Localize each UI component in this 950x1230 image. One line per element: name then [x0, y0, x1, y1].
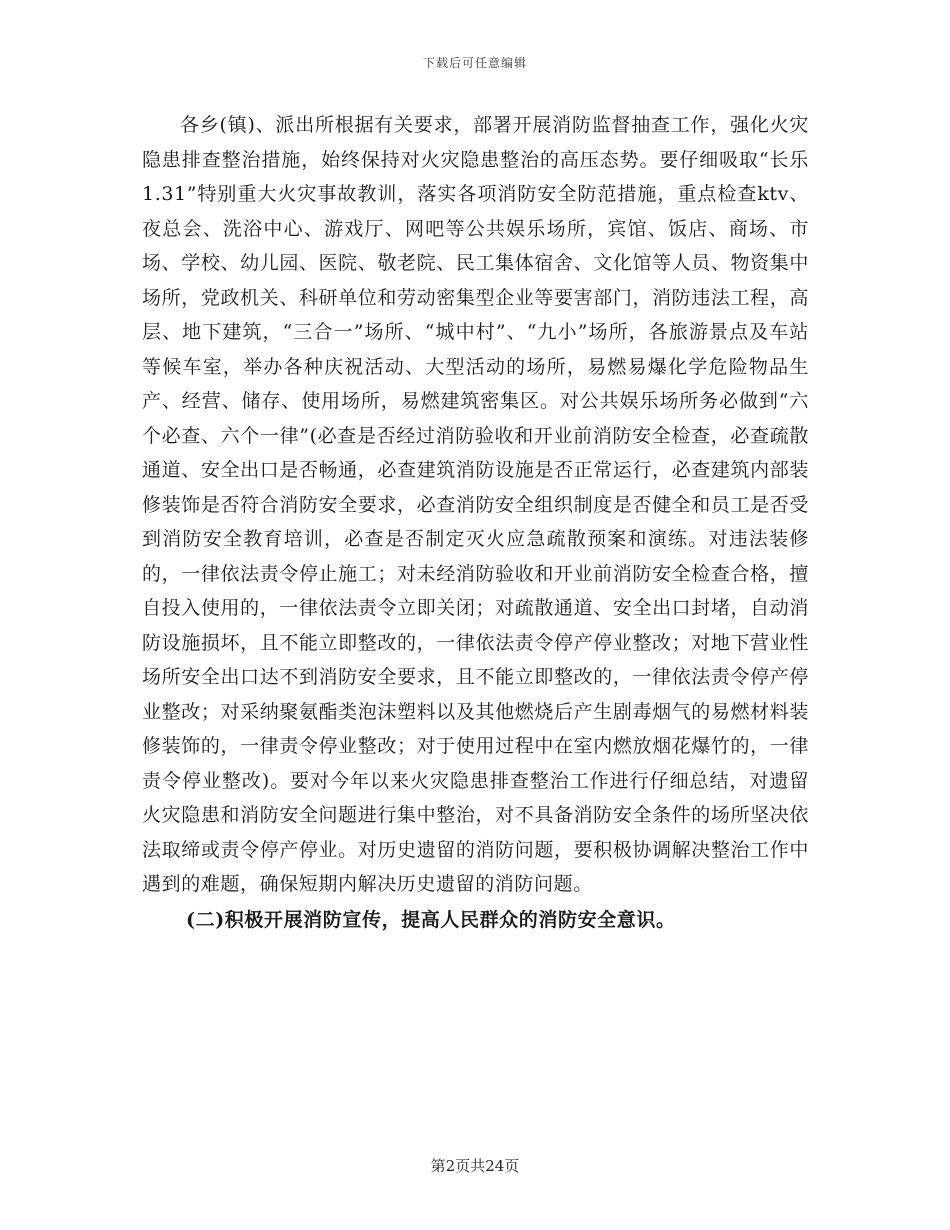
section-heading: (二)积极开展消防宣传，提高人民群众的消防安全意识。	[186, 908, 676, 931]
page-number-footer: 第2页共24页	[430, 1157, 520, 1175]
body-paragraph: 各乡(镇)、派出所根据有关要求，部署开展消防监督抽查工作，强化火灾隐患排查整治措施，始终保持对火灾隐患整治的高压态势。要仔细吸取“长乐1.31”特别重大火灾事故教训，落实各项消防安全防范措施，重点检查ktv、夜总会、洗浴中心、游戏厅、网吧等公共娱乐场所，宾馆、饭店、商场、市场、学校、幼儿园、医院、敬老院、民工集体宿舍、文化馆等人员、物资集中场所，党政机关、科研单位和劳动密集型企业等要害部门，消防违法工程，高层、地下建筑，“三合一”场所、“城中村”、“九小”场所，各旅游景点及车站等候车室，举办各种庆祝活动、大型活动的场所，易燃易爆化学危险物品生产、经营、储存、使用场所，易燃建筑密集区。对公共娱乐场所务必做到“六个必查、六个一律”(必查是否经过消防验收和开业前消防安全检查，必查疏散通道、安全出口是否畅通，必查建筑消防设施是否正常运行，必查建筑内部装修装饰是否符合消防安全要求，必查消防安全组织制度是否健全和员工是否受到消防安全教育培训，必查是否制定灭火应急疏散预案和演练。对违法装修的，一律依法责令停止施工；对未经消防验收和开业前消防安全检查合格，擅自投入使用的，一律依法责令立即关闭；对疏散通道、安全出口封堵，自动消防设施损坏，且不能立即整改的，一律依法责令停产停业整改；对地下营业性场所安全出口达不到消防安全要求，且不能立即整改的，一律依法责令停产停业整改；对采纳聚氨酯类泡沫塑料以及其他燃烧后产生剧毒烟气的易燃材料装修装饰的，一律责令停业整改；对于使用过程中在室内燃放烟花爆竹的，一律责令停业整改)。要对今年以来火灾隐患排查整治工作进行仔细总结，对遗留火灾隐患和消防安全问题进行集中整治，对不具备消防安全条件的场所坚决依法取缔或责令停产停业。对历史遗留的消防问题，要积极协调解决整治工作中遇到的难题，确保短期内解决历史遗留的消防问题。	[142, 114, 809, 895]
page-header-note: 下载后可任意编辑	[422, 56, 527, 70]
document-body	[142, 108, 809, 938]
